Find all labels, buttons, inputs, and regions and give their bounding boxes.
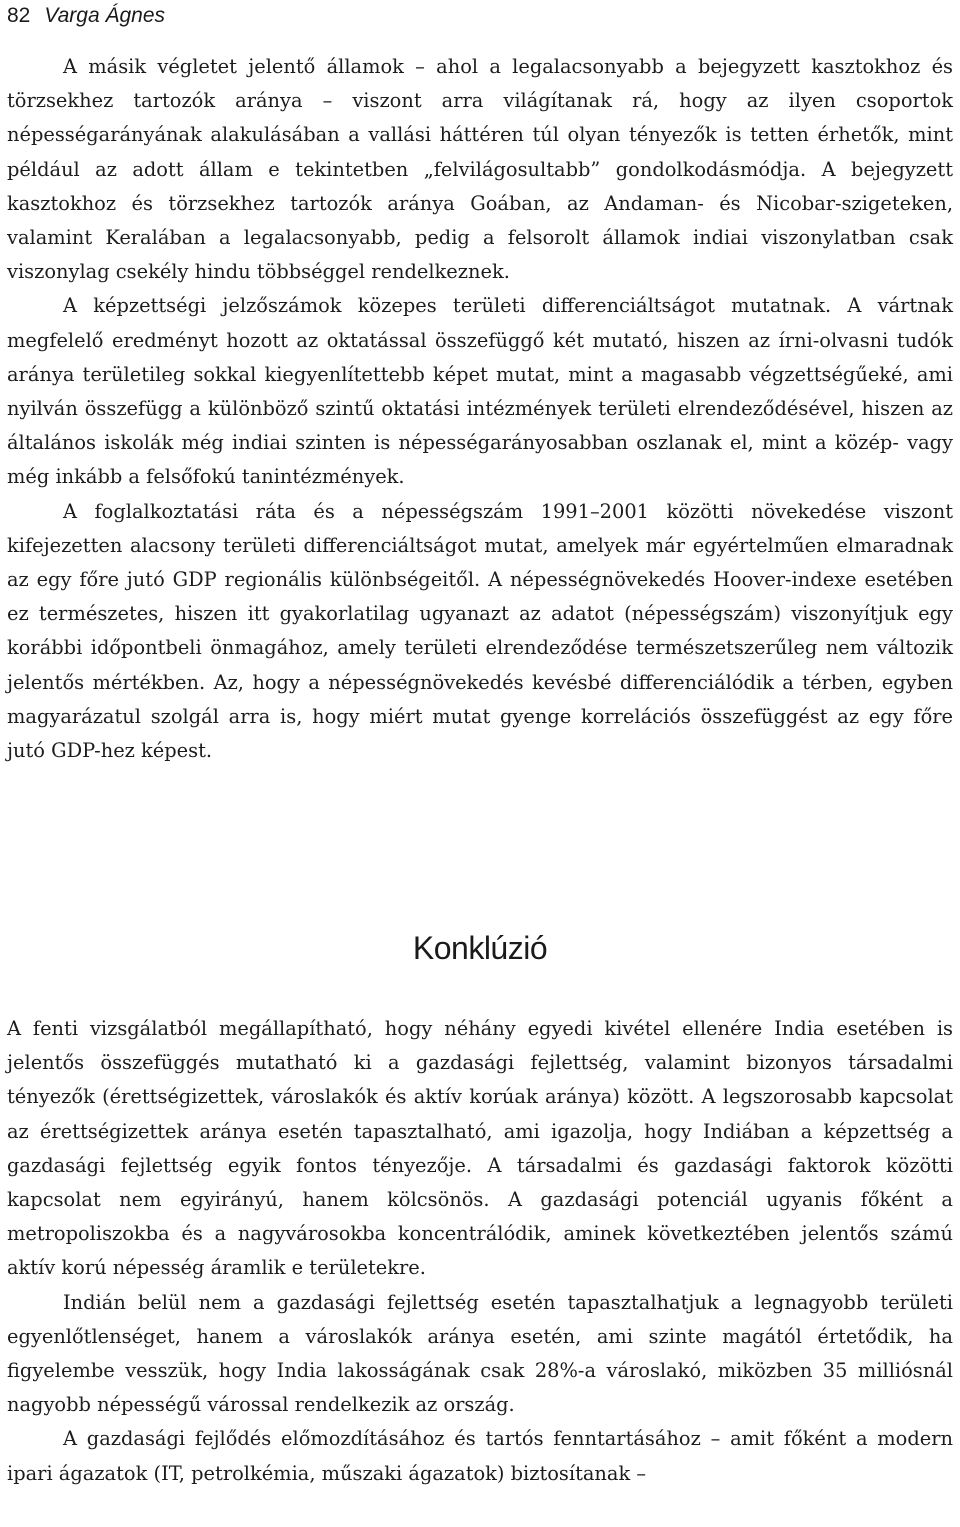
paragraph: A másik végletet jelentő államok – ahol a legalacsonyabb a bejegyzett kasztokhoz és törzsekhez tartozók aránya – viszont arra világítanak rá, hogy az ilyen csoportok népességarányának alakulásában a vallási háttéren túl olyan tényezők is tetten érhetők, mint például az adott állam e tekintetben „felvilágosultabb” gondolkodásmódja. A bejegyzett kasztokhoz és törzsekhez tartozók aránya Goában, az Andaman- és Nicobar-szigeteken, valamint Keralában a legalacsonyabb, pedig a felsorolt államok indiai viszonylatban csak viszonylag csekély hindu többséggel rendelkeznek. [7, 55, 953, 284]
running-header-author: Varga Ágnes [44, 4, 165, 27]
paragraph: A foglalkoztatási ráta és a népességszám 1991–2001 közötti növekedése viszont kifejezetten alacsony területi differenciáltságot mutat, amelyek már egyértelműen elmaradnak az egy főre jutó GDP regionális különbségeitől. A népességnövekedés Hoover-indexe esetében ez természetes, hiszen itt gyakorlatilag ugyanazt az adatot (népességszám) viszonyítjuk egy korábbi időpontbeli önmagához, amely területi elrendeződése természetszerűleg nem változik jelentős mértékben. Az, hogy a népességnövekedés kevésbé differenciálódik a térben, egyben magyarázatul szolgál arra is, hogy miért mutat gyenge korrelációs összefüggést az egy főre jutó GDP-hez képest. [7, 499, 953, 763]
body-text-after-heading [7, 1012, 953, 1491]
page-number: 82 [7, 4, 31, 27]
running-header [7, 4, 165, 28]
paragraph: A képzettségi jelzőszámok közepes területi differenciáltságot mutatnak. A vártnak megfelelő eredményt hozott az oktatással összefüggő két mutató, hiszen az írni-olvasni tudók aránya területileg sokkal kiegyenlítettebb képet mutat, mint a magasabb végzettségűeké, ami nyilván összefügg a különböző szintű oktatási intézmények területi elrendeződésével, hiszen az általános iskolák még indiai szinten is népességarányosabban oszlanak el, mint a közép- vagy még inkább a felsőfokú tanintézmények. [7, 294, 953, 489]
section-heading: Konklúzió [412, 930, 548, 966]
paragraph: Indián belül nem a gazdasági fejlettség esetén tapasztalhatjuk a legnagyobb területi egyenlőtlenséget, hanem a városlakók aránya esetén, ami szinte magától értetődik, ha figyelembe vesszük, hogy India lakosságának csak 28%-a városlakó, miközben 35 milliósnál nagyobb népességű várossal rendelkezik az ország. [7, 1290, 953, 1417]
paragraph: A fenti vizsgálatból megállapítható, hogy néhány egyedi kivétel ellenére India esetében is jelentős összefüggés mutatható ki a gazdasági fejlettség, valamint bizonyos társadalmi tényezők (érettségizettek, városlakók és aktív korúak aránya) között. A legszorosabb kapcsolat az érettségizettek aránya esetén tapasztalható, ami igazolja, hogy Indiában a képzettség a gazdasági fejlettség egyik fontos tényezője. A társadalmi és gazdasági faktorok közötti kapcsolat nem egyirányú, hanem kölcsönös. A gazdasági potenciál ugyanis főként a metropoliszokba és a nagyvárosokba koncentrálódik, aminek következtében jelentős számú aktív korú népesség áramlik e területekre. [7, 1017, 953, 1280]
body-text-before-heading [7, 50, 953, 768]
paragraph: A gazdasági fejlődés előmozdításához és tartós fenntartásához – amit főként a modern ipari ágazatok (IT, petrolkémia, műszaki ágazatok) biztosítanak – [7, 1427, 953, 1485]
